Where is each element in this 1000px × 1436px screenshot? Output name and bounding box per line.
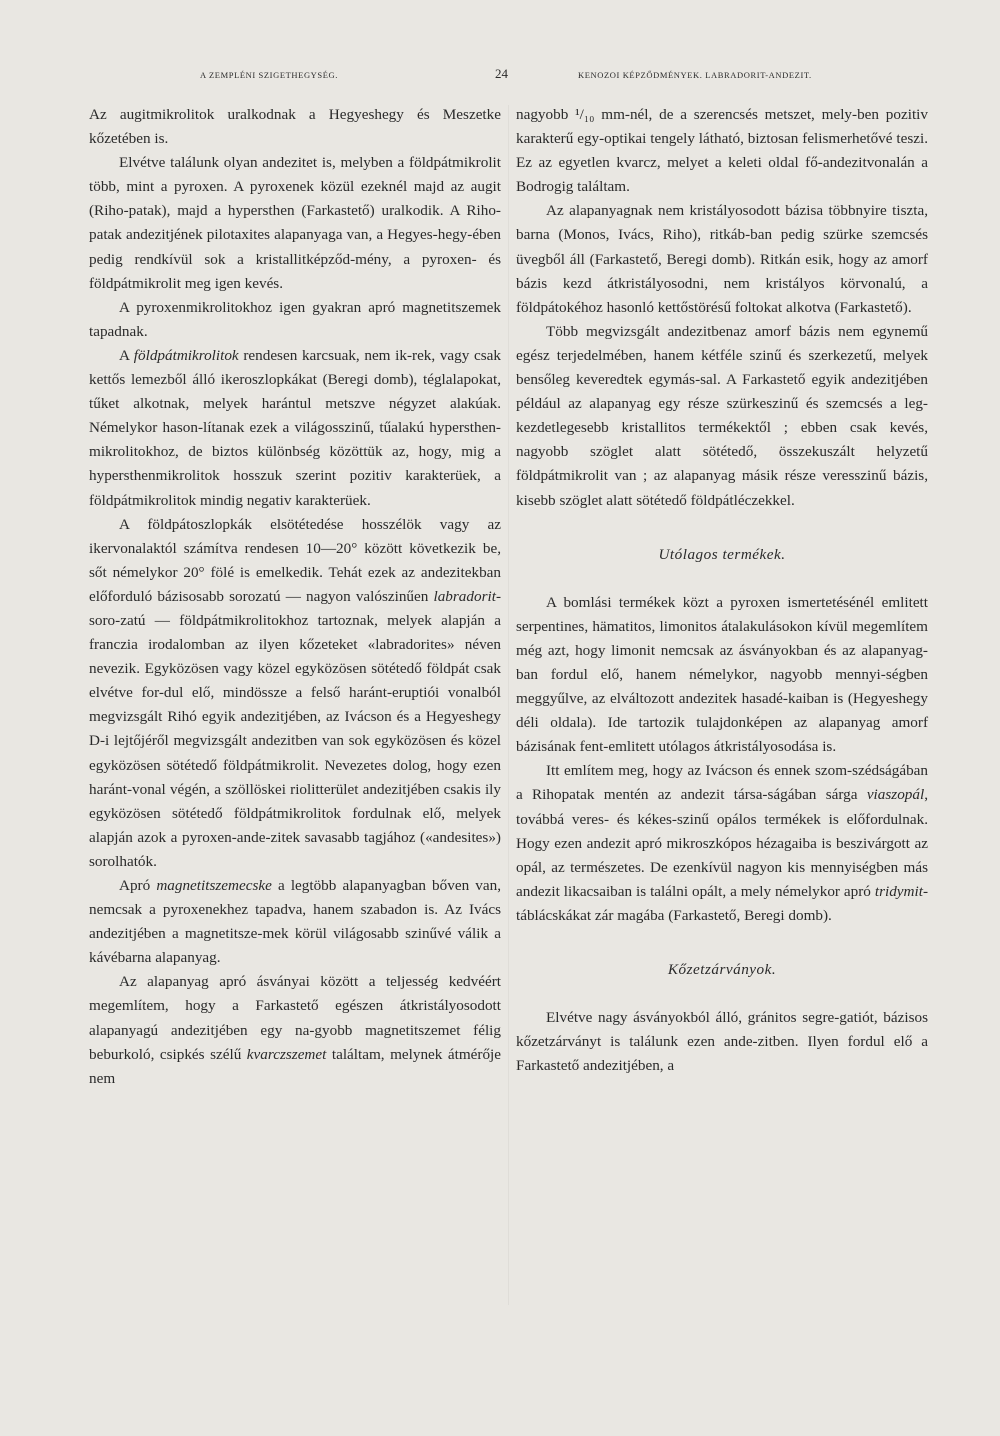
text-run: A földpátoszlopkák elsötétedése hosszélök vagy az ikervonalaktól számítva rendesen 10—20° között következik be, sőt némelykor 20° fölé is emelkedik. Tehát ezek az andezitekban előforduló bázisosabb sorozatú — nagyon valószinűen xyxy=(89,515,501,605)
italic-term: tridymit xyxy=(874,882,923,900)
text-run: Az alapanyag apró ásványai között a teljesség kedvéért megemlítem, hogy a Farkastető egészen átkristályosodott alapanyagú andezitjében egy na-gyobb magnetitszemet félig beburkoló, csipkés szélű xyxy=(89,973,501,1063)
column-divider xyxy=(508,105,509,1305)
italic-term: magnetitszemecske xyxy=(156,877,272,894)
text-run: Itt említem meg, hogy az Ivácson és ennek szom-szédságában a Rihopatak mentén az andezit társa-ságában sárga xyxy=(516,762,928,804)
page-number: 24 xyxy=(495,66,508,81)
paragraph: Elvétve találunk olyan andezitet is, melyben a földpátmikrolit több, mint a pyroxen. A pyroxenek közül ezeknél majd az augit (Riho-patak), majd a hypersthen (Farkastető) uralkodik. A Riho-patak andezitjének pilotaxites alapanyaga van, a Hegyes-hegy-ében pedig rendkívül sok a kristallitképződ-mény, a pyroxen- és földpátmikrolit meg igen kevés. xyxy=(89,154,501,292)
running-head-right: KENOZOI KÉPZŐDMÉNYEK. LABRADORIT-ANDEZIT. xyxy=(578,70,812,80)
paragraph: A pyroxenmikrolitokhoz igen gyakran apró magnetitszemek tapadnak. xyxy=(89,298,501,340)
italic-term: kvarczszemet xyxy=(246,1045,327,1063)
paragraph xyxy=(89,344,501,513)
text-run: találtam, melynek átmérője nem xyxy=(89,1045,502,1087)
text-run: -táblácskákat zár magába (Farkastető, Beregi domb). xyxy=(516,882,928,924)
italic-term: földpátmikrolitok xyxy=(133,346,239,364)
paragraph xyxy=(89,513,501,874)
paragraph xyxy=(516,759,928,928)
right-column xyxy=(516,103,928,1078)
paragraph xyxy=(89,874,501,970)
paragraph: nagyobb ¹/₁₀ mm-nél, de a szerencsés metszet, mely-ben pozitiv karakterű egy-optikai tengely látható, biztosan felismerhetővé teszi. Ez az egyetlen kvarcz, melyet a keleti oldal fő-andezitvonalán a Bodrogig találtam. xyxy=(516,106,928,196)
section-heading: Utólagos termékek. xyxy=(658,545,786,563)
running-head-left: A ZEMPLÉNI SZIGETHEGYSÉG. xyxy=(200,70,339,80)
section-heading: Kőzetzárványok. xyxy=(667,961,777,978)
paragraph xyxy=(89,970,501,1090)
text-run: rendesen karcsuak, nem ik-rek, vagy csak kettős lemezből álló ikeroszlopkákat (Beregi domb), téglalapokat, tűket alkotnak, melyek harántul metszve négyzet alakúak. Némelykor hason-lítanak ezek a világosszinű, tűalakú hypersthen-mikrolitokhoz, de biztos különbség közöttük az, hogy, mig a hypersthenmikrolitok hosszuk szerint pozitiv karakterüek, a földpátmikrolitok mindig negativ karakterüek. xyxy=(89,346,501,509)
text-run: Apró xyxy=(119,877,157,894)
text-run: -soro-zatú — földpátmikrolitokhoz tartoznak, melyek alapján a franczia irodalomban az ilyen kőzeteket «labradorites» néven nevezik. Egyközösen vagy közel egyközösen sötétedő földpát csak elvétve for-dul elő, mindössze a felső haránt-eruptiói vonalból megvizsgált Rihó egyik andezitjében, az Ivácson és a Hegyeshegy D-i lejtőjéről megvizsgált andezitben van sok egyközösen és közel egyközösen sötétedő földpátmikrolit. Nevezetes dolog, hogy ezen haránt-vonal végén, a szöllöskei riolitterület andezitjében csakis ily egyközösen sötétedő földpátmikrolitok fordulnak elő, melyek alapján azok a pyroxen-ande-zitek savasabb tagjához («andesites») sorolhatók. xyxy=(89,587,501,870)
text-run: , továbbá veres- és kékes-szinű opálos termékek is előfordulnak. Hogy ezen andezit apró mikroszkópos hézagaiba is beszivárgott az opál, az természetes. De ezenkívül nagyon kis mennyiségben más andezit likacsaiban is találni opált, a mely némelykor apró xyxy=(516,786,928,900)
italic-term: viaszopál xyxy=(866,786,925,804)
text-run: a legtöbb alapanyagban bőven van, nemcsak a pyroxenekhez tapadva, hanem szabadon is. Az Ivács andezitjében a magnetitsze-mek körül világosabb szinűvé válik a kávébarna alapanyag. xyxy=(89,877,501,967)
paragraph: Az alapanyagnak nem kristályosodott bázisa többnyire tiszta, barna (Monos, Ivács, Riho), ritkáb-ban pedig szürke szemcsés üvegből áll (Farkastető, Beregi domb). Ritkán esik, hogy az amorf bázis kezd átkristályosodni, nem kristályos körvonalú, a földpátokéhoz hasonló kettőstörésű foltokat alkotva (Farkastető). xyxy=(516,202,928,316)
italic-term: labradorit xyxy=(433,587,496,605)
text-run: A xyxy=(119,346,134,364)
left-column xyxy=(89,103,501,1091)
paragraph: A bomlási termékek közt a pyroxen ismertetésénél emlitett serpentines, hämatitos, limonitos átalakulásokon kívül megemlítem még azt, hogy limonit nemcsak az ásványokban és az alapanyag-ban fordul elő, hanem némelykor, nagyobb mennyi-ségben meggyűlve, az elváltozott andezitek hasadé-kaiban is (Hegyeshegy déli oldala). Ide tartozik tulajdonképen az alapanyag amorf bázisának fent-emlitett utólagos átkristályosodása is. xyxy=(516,593,928,756)
paragraph: Elvétve nagy ásványokból álló, gránitos segre-gatiót, bázisos kőzetzárványt is találunk ezen ande-zitben. Ilyen fordul elő a Farkastető andezitjében, a xyxy=(516,1009,928,1075)
paragraph: Több megvizsgált andezitbenaz amorf bázis nem egynemű egész terjedelmében, hanem kétféle szinű és szerkezetű, melyek bensőleg keveredtek egymás-sal. A Farkastető egyik andezitjében például az alapanyag egy része szürkeszinű és szemcsés a leg-kezdetlegesebb kristallitos termékektől ; ebben csak kevés, nagyobb szöglet alatt sötétedő, összekuszált helyzetű földpátmikrolit van ; az alapanyag másik része veresszinű bázis, kisebb szöglet alatt sötétedő földpátléczekkel. xyxy=(516,322,928,509)
paragraph: Az augitmikrolitok uralkodnak a Hegyeshegy és Meszetke kőzetében is. xyxy=(89,106,501,148)
